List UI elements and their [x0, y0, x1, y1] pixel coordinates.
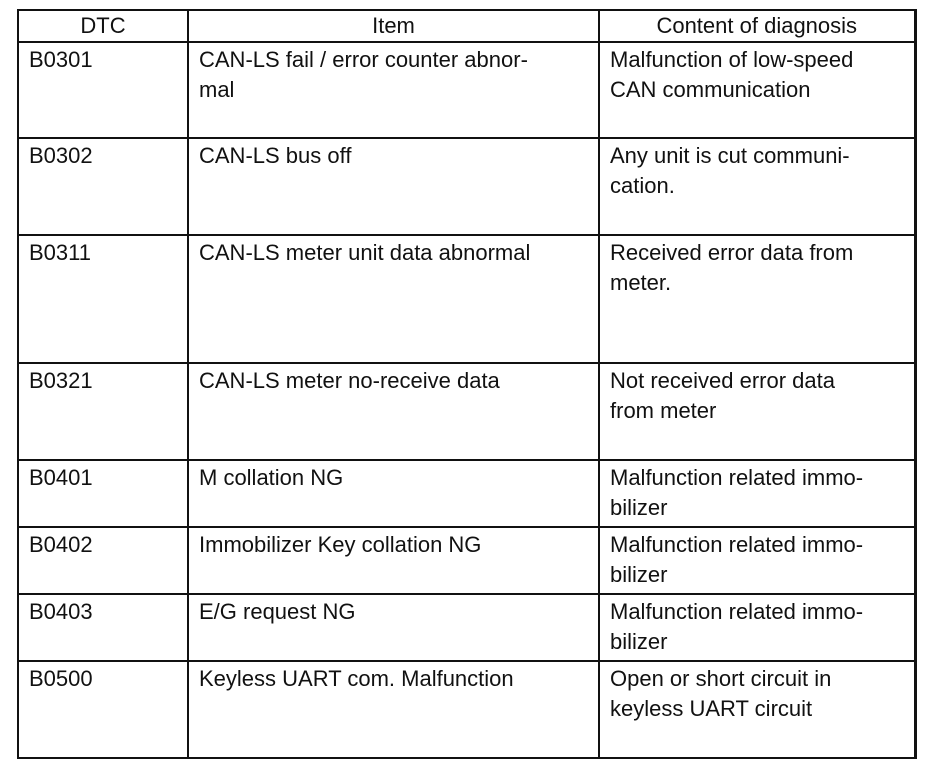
- column-header-item: Item: [188, 10, 599, 42]
- content-cell: Received error data from meter.: [599, 235, 915, 363]
- dtc-code-cell: B0403: [18, 594, 188, 661]
- content-cell: Malfunction related immo- bilizer: [599, 594, 915, 661]
- table-row: [18, 460, 915, 527]
- content-cell: Open or short circuit in keyless UART circuit: [599, 661, 915, 758]
- content-cell: Not received error data from meter: [599, 363, 915, 460]
- dtc-table: [17, 9, 917, 759]
- dtc-code-cell: B0321: [18, 363, 188, 460]
- content-cell: Any unit is cut communi- cation.: [599, 138, 915, 235]
- table-body: [18, 42, 915, 758]
- dtc-code-cell: B0402: [18, 527, 188, 594]
- content-cell: Malfunction of low-speed CAN communication: [599, 42, 915, 138]
- table-header: [18, 10, 915, 42]
- table-row: [18, 527, 915, 594]
- item-cell: CAN-LS meter no-receive data: [188, 363, 599, 460]
- dtc-code-cell: B0301: [18, 42, 188, 138]
- table-row: [18, 363, 915, 460]
- dtc-code-cell: B0311: [18, 235, 188, 363]
- table-row: [18, 235, 915, 363]
- table-row: [18, 594, 915, 661]
- dtc-code-cell: B0500: [18, 661, 188, 758]
- item-cell: CAN-LS meter unit data abnormal: [188, 235, 599, 363]
- column-header-dtc: DTC: [18, 10, 188, 42]
- table-row: [18, 42, 915, 138]
- item-cell: M collation NG: [188, 460, 599, 527]
- item-cell: E/G request NG: [188, 594, 599, 661]
- item-cell: CAN-LS bus off: [188, 138, 599, 235]
- content-cell: Malfunction related immo- bilizer: [599, 460, 915, 527]
- table-row: [18, 138, 915, 235]
- item-cell: Keyless UART com. Malfunction: [188, 661, 599, 758]
- dtc-code-cell: B0401: [18, 460, 188, 527]
- header-row: [18, 10, 915, 42]
- column-header-content: Content of diagnosis: [599, 10, 915, 42]
- dtc-code-cell: B0302: [18, 138, 188, 235]
- item-cell: Immobilizer Key collation NG: [188, 527, 599, 594]
- item-cell: CAN-LS fail / error counter abnor- mal: [188, 42, 599, 138]
- content-cell: Malfunction related immo- bilizer: [599, 527, 915, 594]
- table-row: [18, 661, 915, 758]
